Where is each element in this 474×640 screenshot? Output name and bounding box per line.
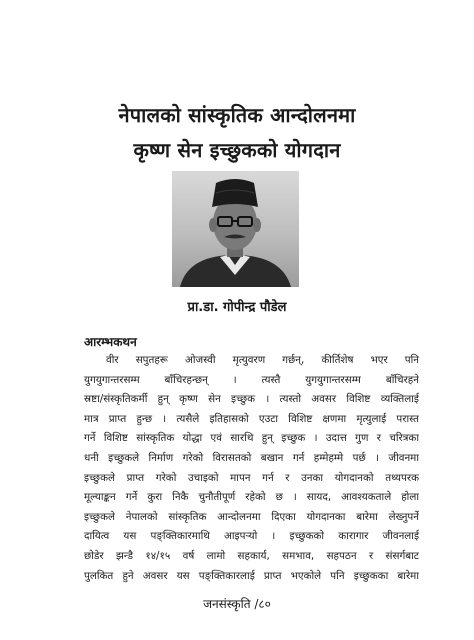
body-line: गर्ने विशिष्ट सांस्कृतिक योद्धा एवं सारथि हुन् इच्छुक । उदात्त गुण र चरित्रका bbox=[84, 432, 419, 445]
body-line: मात्र प्राप्त हुन्छ । त्यसैले इतिहासको एउटा विशिष्ट क्षणमा मृत्युलाई परास्त bbox=[84, 412, 419, 425]
body-line: धनी इच्छुकले निर्माण गरेको विरासतको बखान गर्न हम्मेहम्मे पर्छ । जीवनमा bbox=[84, 451, 419, 464]
body-line: इच्छुकले प्राप्त गरेको उचाइको मापन गर्न र उनका योगदानको तथ्यपरक bbox=[84, 471, 419, 484]
page-footer: जनसंस्कृति /८० bbox=[203, 597, 271, 611]
body-line: स्रष्टा/संस्कृतिकर्मी हुन् कृष्ण सेन इच्छुक । त्यस्तो अवसर विशिष्ट व्यक्तिलाई bbox=[84, 393, 419, 406]
body-line: मूल्याङ्कन गर्ने कुरा निकै चुनौतीपूर्ण रहेको छ । सायद, आवश्यकताले होला bbox=[84, 491, 419, 504]
body-line: छोडेर झन्डै १४/१५ वर्ष लामो सहकार्य, समभाव, सहपठन र संसर्गबाट bbox=[84, 549, 419, 562]
article-title-line-2: कृष्ण सेन इच्छुकको योगदान bbox=[133, 138, 341, 162]
body-line: युगयुगान्तरसम्म बाँचिरहन्छन् । त्यस्तै युगयुगान्तरसम्म बाँचिरहने bbox=[84, 373, 419, 386]
body-line: पुलकित हुने अवसर यस पङ्क्तिकारलाई प्राप्त भएकोले पनि इच्छुकका बारेमा bbox=[84, 569, 419, 582]
article-title-line-1: नेपालको सांस्कृतिक आन्दोलनमा bbox=[118, 103, 356, 127]
article-body bbox=[84, 351, 419, 586]
author-name: प्रा.डा. गोपीन्द्र पौडेल bbox=[187, 300, 287, 315]
body-line: इच्छुकले नेपालको सांस्कृतिक आन्दोलनमा दिएका योगदानका बारेमा लेख्नुपर्ने bbox=[84, 510, 419, 523]
author-photo bbox=[172, 171, 299, 287]
body-line: दायित्व यस पङ्क्तिकारमाथि आइपऱ्यो । इच्छुकको कारागार जीवनलाई bbox=[84, 530, 419, 543]
section-heading: आरम्भकथन bbox=[84, 335, 137, 349]
body-line: वीर सपुतहरू ओजस्वी मृत्युवरण गर्छन्, कीर्तिशेष भएर पनि bbox=[106, 354, 419, 366]
